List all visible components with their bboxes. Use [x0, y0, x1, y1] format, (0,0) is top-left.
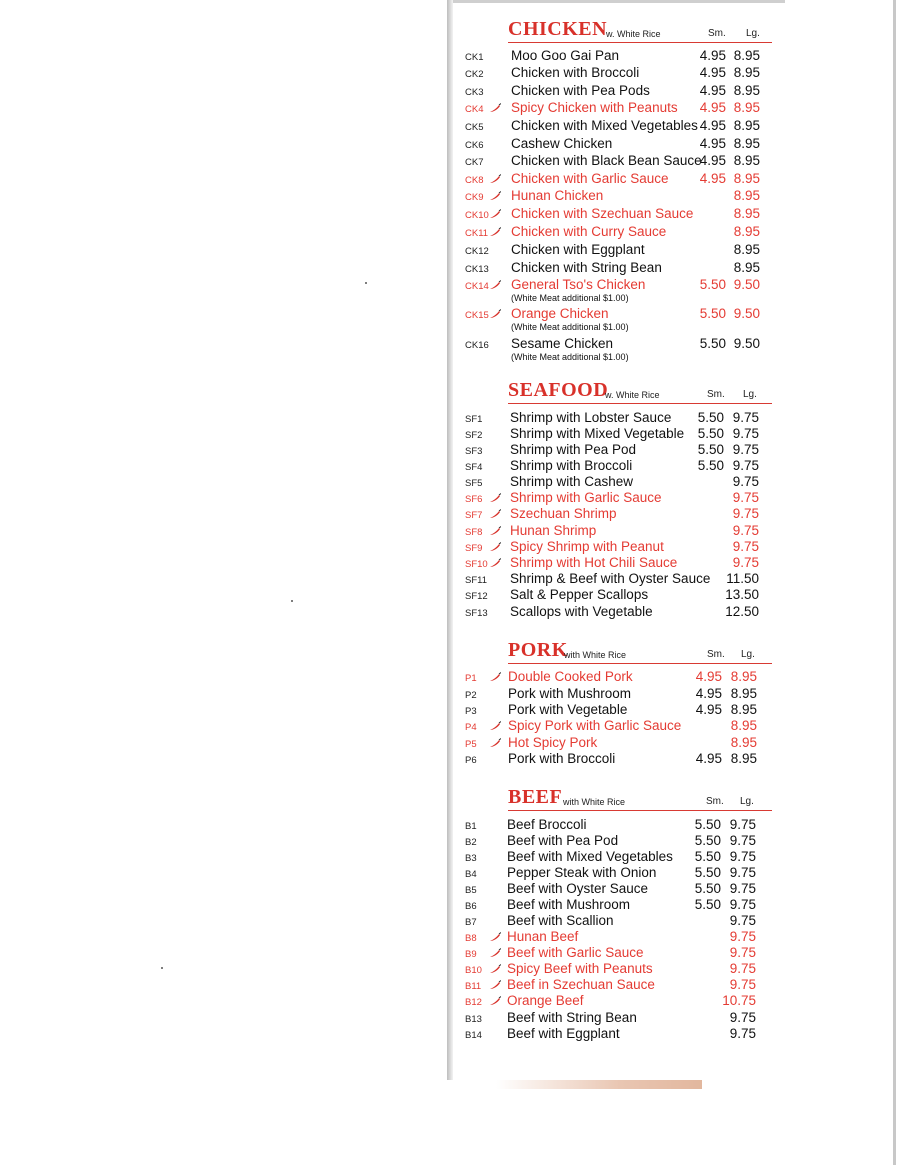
item-name: Pork with Mushroom — [508, 686, 632, 701]
menu-item-row — [450, 506, 780, 523]
menu-item-row — [450, 171, 780, 188]
item-code: SF8 — [465, 527, 483, 538]
small-size-column-label: Sm. — [708, 28, 726, 39]
price-small: 5.50 — [694, 897, 721, 912]
price-large: 9.50 — [733, 336, 760, 351]
menu-item-row — [450, 604, 780, 621]
price-small: 4.95 — [699, 153, 726, 168]
menu-item-row — [450, 735, 780, 752]
item-code: B8 — [465, 933, 477, 944]
price-small: 4.95 — [699, 171, 726, 186]
item-name: Beef in Szechuan Sauce — [507, 977, 655, 992]
item-name: Scallops with Vegetable — [510, 604, 653, 619]
price-large: 8.95 — [733, 188, 760, 203]
menu-item-row — [450, 913, 780, 930]
item-name: Pepper Steak with Onion — [507, 865, 657, 880]
item-name: Hunan Beef — [507, 929, 579, 944]
item-code: CK3 — [465, 87, 484, 98]
menu-item-row — [450, 1010, 780, 1027]
section-rice-note: w. White Rice — [606, 29, 661, 39]
menu-item-row — [450, 242, 780, 259]
price-large: 9.75 — [732, 426, 759, 441]
price-large: 9.75 — [729, 897, 756, 912]
small-size-column-label: Sm. — [706, 796, 724, 807]
menu-item-row — [450, 686, 780, 703]
scan-speck — [365, 282, 367, 284]
menu-item-row — [450, 490, 780, 507]
price-large: 9.75 — [729, 881, 756, 896]
chili-pepper-icon — [489, 509, 501, 519]
price-large: 9.75 — [732, 539, 759, 554]
item-name: Szechuan Shrimp — [510, 506, 617, 521]
menu-item-row — [450, 945, 780, 962]
price-small: 5.50 — [697, 458, 724, 473]
price-large: 9.75 — [729, 977, 756, 992]
menu-item-row — [450, 458, 780, 475]
item-name: Orange Beef — [507, 993, 584, 1008]
item-name: Shrimp with Pea Pod — [510, 442, 637, 457]
item-name: Hunan Shrimp — [510, 523, 597, 538]
price-small: 5.50 — [697, 410, 724, 425]
item-name: Spicy Beef with Peanuts — [507, 961, 653, 976]
item-name: Chicken with Eggplant — [511, 242, 645, 257]
price-large: 8.95 — [730, 669, 757, 684]
price-small: 5.50 — [694, 833, 721, 848]
item-code: B3 — [465, 853, 477, 864]
menu-item-row — [450, 224, 780, 241]
item-name: Hunan Chicken — [511, 188, 604, 203]
price-small: 5.50 — [697, 426, 724, 441]
item-name: Chicken with Garlic Sauce — [511, 171, 669, 186]
chili-pepper-icon — [489, 526, 501, 536]
item-code: B1 — [465, 821, 477, 832]
menu-item-row — [450, 65, 780, 82]
price-large: 8.95 — [733, 224, 760, 239]
price-large: 9.75 — [732, 490, 759, 505]
menu-item-row — [450, 817, 780, 834]
price-small: 4.95 — [695, 751, 722, 766]
menu-item-row — [450, 410, 780, 427]
chili-pepper-icon — [489, 174, 501, 184]
item-code: CK14 — [465, 281, 489, 292]
chili-pepper-icon — [489, 309, 501, 319]
small-size-column-label: Sm. — [707, 389, 725, 400]
item-code: CK13 — [465, 264, 489, 275]
item-code: P3 — [465, 706, 477, 717]
price-large: 12.50 — [725, 604, 759, 619]
item-name: Orange Chicken — [511, 306, 609, 321]
chili-pepper-icon — [489, 721, 501, 731]
item-name: Beef Broccoli — [507, 817, 587, 832]
item-name: Beef with Mushroom — [507, 897, 631, 912]
chili-pepper-icon — [489, 191, 501, 201]
section-title: BEEF — [508, 786, 563, 808]
section-header — [508, 18, 772, 43]
menu-item-row — [450, 897, 780, 914]
item-note: (White Meat additional $1.00) — [511, 293, 629, 303]
chili-pepper-icon — [489, 558, 501, 568]
item-code: SF11 — [465, 575, 488, 586]
price-large: 8.95 — [733, 100, 760, 115]
item-code: SF5 — [465, 478, 483, 489]
chili-pepper-icon — [489, 980, 501, 990]
section-header — [508, 379, 772, 404]
price-large: 8.95 — [733, 171, 760, 186]
price-small: 4.95 — [695, 702, 722, 717]
price-large: 11.50 — [726, 571, 759, 586]
chili-pepper-icon — [489, 964, 501, 974]
item-code: CK10 — [465, 210, 489, 221]
small-size-column-label: Sm. — [707, 649, 725, 660]
item-name: Shrimp with Garlic Sauce — [510, 490, 662, 505]
item-name: Shrimp with Mixed Vegetable — [510, 426, 685, 441]
menu-item-row — [450, 929, 780, 946]
price-large: 10.75 — [722, 993, 756, 1008]
price-large: 8.95 — [733, 153, 760, 168]
price-large: 13.50 — [725, 587, 759, 602]
chili-pepper-icon — [489, 932, 501, 942]
price-large: 9.75 — [732, 458, 759, 473]
menu-item-row — [450, 136, 780, 153]
menu-item-row — [450, 587, 780, 604]
menu-item-row — [450, 702, 780, 719]
menu-item-row — [450, 474, 780, 491]
price-large: 8.95 — [730, 735, 757, 750]
price-large: 9.75 — [732, 442, 759, 457]
item-name: Beef with Oyster Sauce — [507, 881, 649, 896]
large-size-column-label: Lg. — [741, 649, 755, 660]
scan-smudge — [496, 1080, 702, 1089]
item-code: CK9 — [465, 192, 484, 203]
price-large: 9.75 — [729, 961, 756, 976]
chili-pepper-icon — [489, 280, 501, 290]
price-large: 9.75 — [732, 474, 759, 489]
item-name: Chicken with Broccoli — [511, 65, 640, 80]
item-code: CK2 — [465, 69, 484, 80]
large-size-column-label: Lg. — [746, 28, 760, 39]
item-code: B9 — [465, 949, 477, 960]
item-name: Chicken with Szechuan Sauce — [511, 206, 694, 221]
item-code: CK11 — [465, 228, 489, 239]
item-code: B2 — [465, 837, 477, 848]
large-size-column-label: Lg. — [740, 796, 754, 807]
item-code: CK4 — [465, 104, 484, 115]
item-name: Cashew Chicken — [511, 136, 613, 151]
item-name: Beef with String Bean — [507, 1010, 637, 1025]
item-name: Chicken with Curry Sauce — [511, 224, 667, 239]
price-small: 5.50 — [699, 306, 726, 321]
item-name: Salt & Pepper Scallops — [510, 587, 649, 602]
chili-pepper-icon — [489, 103, 501, 113]
menu-item-row — [450, 977, 780, 994]
price-small: 5.50 — [697, 442, 724, 457]
menu-item-row — [450, 188, 780, 205]
menu-item-row — [450, 442, 780, 459]
price-small: 5.50 — [694, 881, 721, 896]
item-code: B4 — [465, 869, 477, 880]
chili-pepper-icon — [489, 493, 501, 503]
menu-item-row — [450, 118, 780, 135]
item-code: CK1 — [465, 52, 484, 63]
item-code: CK7 — [465, 157, 484, 168]
price-small: 4.95 — [699, 136, 726, 151]
section-title: CHICKEN — [508, 18, 608, 40]
item-code: SF13 — [465, 608, 488, 619]
item-code: CK16 — [465, 340, 489, 351]
price-large: 9.75 — [732, 555, 759, 570]
price-large: 9.75 — [732, 506, 759, 521]
menu-item-row — [450, 555, 780, 572]
menu-item-row — [450, 718, 780, 735]
item-name: Chicken with Pea Pods — [511, 83, 650, 98]
price-large: 8.95 — [733, 65, 760, 80]
menu-item-row — [450, 751, 780, 768]
item-code: B6 — [465, 901, 477, 912]
menu-item-row — [450, 523, 780, 540]
item-code: P2 — [465, 690, 477, 701]
price-large: 8.95 — [733, 118, 760, 133]
item-code: B7 — [465, 917, 477, 928]
item-code: B13 — [465, 1014, 482, 1025]
price-small: 5.50 — [699, 277, 726, 292]
item-code: P5 — [465, 739, 477, 750]
menu-item-row — [450, 539, 780, 556]
menu-item-row — [450, 206, 780, 223]
menu-item-row — [450, 961, 780, 978]
item-code: CK5 — [465, 122, 484, 133]
item-name: Hot Spicy Pork — [508, 735, 598, 750]
menu-item-row — [450, 833, 780, 850]
item-name: General Tso's Chicken — [511, 277, 646, 292]
section-header — [508, 639, 772, 664]
price-large: 8.95 — [733, 136, 760, 151]
scan-speck — [291, 600, 293, 602]
price-large: 9.75 — [729, 817, 756, 832]
item-name: Pork with Vegetable — [508, 702, 628, 717]
price-large: 9.75 — [729, 865, 756, 880]
price-small: 4.95 — [699, 48, 726, 63]
price-large: 9.75 — [729, 849, 756, 864]
item-name: Beef with Mixed Vegetables — [507, 849, 673, 864]
price-small: 5.50 — [699, 336, 726, 351]
price-large: 9.75 — [729, 833, 756, 848]
price-large: 9.75 — [732, 410, 759, 425]
item-name: Chicken with String Bean — [511, 260, 662, 275]
chili-pepper-icon — [489, 996, 501, 1006]
item-name: Spicy Pork with Garlic Sauce — [508, 718, 682, 733]
price-large: 9.75 — [729, 929, 756, 944]
scan-page-top-edge — [453, 0, 785, 3]
item-name: Shrimp with Broccoli — [510, 458, 633, 473]
menu-item-row — [450, 100, 780, 117]
chili-pepper-icon — [489, 948, 501, 958]
price-large: 8.95 — [733, 83, 760, 98]
scan-right-edge — [893, 0, 896, 1165]
item-name: Spicy Shrimp with Peanut — [510, 539, 664, 554]
price-small: 4.95 — [695, 686, 722, 701]
item-note: (White Meat additional $1.00) — [511, 322, 629, 332]
price-small: 4.95 — [699, 118, 726, 133]
item-code: B14 — [465, 1030, 482, 1041]
item-code: SF1 — [465, 414, 483, 425]
menu-item-row — [450, 336, 780, 362]
item-code: CK15 — [465, 310, 489, 321]
item-note: (White Meat additional $1.00) — [511, 352, 629, 362]
menu-item-row — [450, 277, 780, 303]
large-size-column-label: Lg. — [743, 389, 757, 400]
price-small: 4.95 — [699, 100, 726, 115]
price-large: 8.95 — [733, 260, 760, 275]
price-large: 8.95 — [730, 686, 757, 701]
item-name: Shrimp with Cashew — [510, 474, 634, 489]
item-code: CK8 — [465, 175, 484, 186]
scan-speck — [161, 967, 163, 969]
item-name: Chicken with Black Bean Sauce — [511, 153, 702, 168]
item-name: Pork with Broccoli — [508, 751, 616, 766]
section-rice-note: w. White Rice — [605, 390, 660, 400]
price-small: 5.50 — [694, 849, 721, 864]
price-large: 9.75 — [729, 1010, 756, 1025]
price-large: 8.95 — [730, 718, 757, 733]
chili-pepper-icon — [489, 209, 501, 219]
section-title: SEAFOOD — [508, 379, 609, 401]
menu-item-row — [450, 260, 780, 277]
price-small: 4.95 — [699, 83, 726, 98]
menu-item-row — [450, 306, 780, 332]
item-name: Moo Goo Gai Pan — [511, 48, 620, 63]
menu-item-row — [450, 1026, 780, 1043]
item-code: CK12 — [465, 246, 489, 257]
item-code: SF2 — [465, 430, 483, 441]
price-large: 9.50 — [733, 277, 760, 292]
item-code: B10 — [465, 965, 482, 976]
item-name: Shrimp with Lobster Sauce — [510, 410, 672, 425]
price-large: 9.75 — [729, 1026, 756, 1041]
price-large: 9.50 — [733, 306, 760, 321]
chili-pepper-icon — [489, 542, 501, 552]
menu-item-row — [450, 865, 780, 882]
menu-item-row — [450, 426, 780, 443]
item-code: SF9 — [465, 543, 483, 554]
section-rice-note: with White Rice — [563, 797, 626, 807]
price-large: 8.95 — [730, 702, 757, 717]
item-name: Beef with Pea Pod — [507, 833, 619, 848]
price-small: 4.95 — [695, 669, 722, 684]
section-title: PORK — [508, 639, 568, 661]
item-name: Shrimp & Beef with Oyster Sauce — [510, 571, 711, 586]
item-name: Spicy Chicken with Peanuts — [511, 100, 678, 115]
section-header — [508, 786, 772, 811]
menu-item-row — [450, 993, 780, 1010]
item-name: Sesame Chicken — [511, 336, 614, 351]
price-large: 8.95 — [733, 48, 760, 63]
item-code: SF4 — [465, 462, 483, 473]
menu-item-row — [450, 849, 780, 866]
price-small: 5.50 — [694, 865, 721, 880]
item-name: Chicken with Mixed Vegetables — [511, 118, 698, 133]
price-large: 8.95 — [733, 206, 760, 221]
item-name: Beef with Eggplant — [507, 1026, 620, 1041]
chili-pepper-icon — [489, 227, 501, 237]
item-code: SF6 — [465, 494, 483, 505]
item-code: SF7 — [465, 510, 483, 521]
item-code: B12 — [465, 997, 482, 1008]
chili-pepper-icon — [489, 672, 501, 682]
price-large: 8.95 — [733, 242, 760, 257]
item-name: Double Cooked Pork — [508, 669, 633, 684]
item-code: CK6 — [465, 140, 484, 151]
item-name: Beef with Garlic Sauce — [507, 945, 644, 960]
menu-item-row — [450, 83, 780, 100]
item-name: Beef with Scallion — [507, 913, 614, 928]
price-small: 4.95 — [699, 65, 726, 80]
item-code: P4 — [465, 722, 477, 733]
item-code: P6 — [465, 755, 477, 766]
item-code: SF3 — [465, 446, 483, 457]
item-name: Shrimp with Hot Chili Sauce — [510, 555, 678, 570]
price-large: 8.95 — [730, 751, 757, 766]
section-rice-note: with White Rice — [564, 650, 627, 660]
menu-item-row — [450, 571, 780, 588]
price-large: 9.75 — [732, 523, 759, 538]
menu-item-row — [450, 48, 780, 65]
menu-item-row — [450, 669, 780, 686]
menu-item-row — [450, 153, 780, 170]
chili-pepper-icon — [489, 738, 501, 748]
item-code: B5 — [465, 885, 477, 896]
item-code: P1 — [465, 673, 477, 684]
item-code: SF12 — [465, 591, 488, 602]
menu-item-row — [450, 881, 780, 898]
price-small: 5.50 — [694, 817, 721, 832]
price-large: 9.75 — [729, 945, 756, 960]
item-code: B11 — [465, 981, 482, 992]
price-large: 9.75 — [729, 913, 756, 928]
item-code: SF10 — [465, 559, 488, 570]
